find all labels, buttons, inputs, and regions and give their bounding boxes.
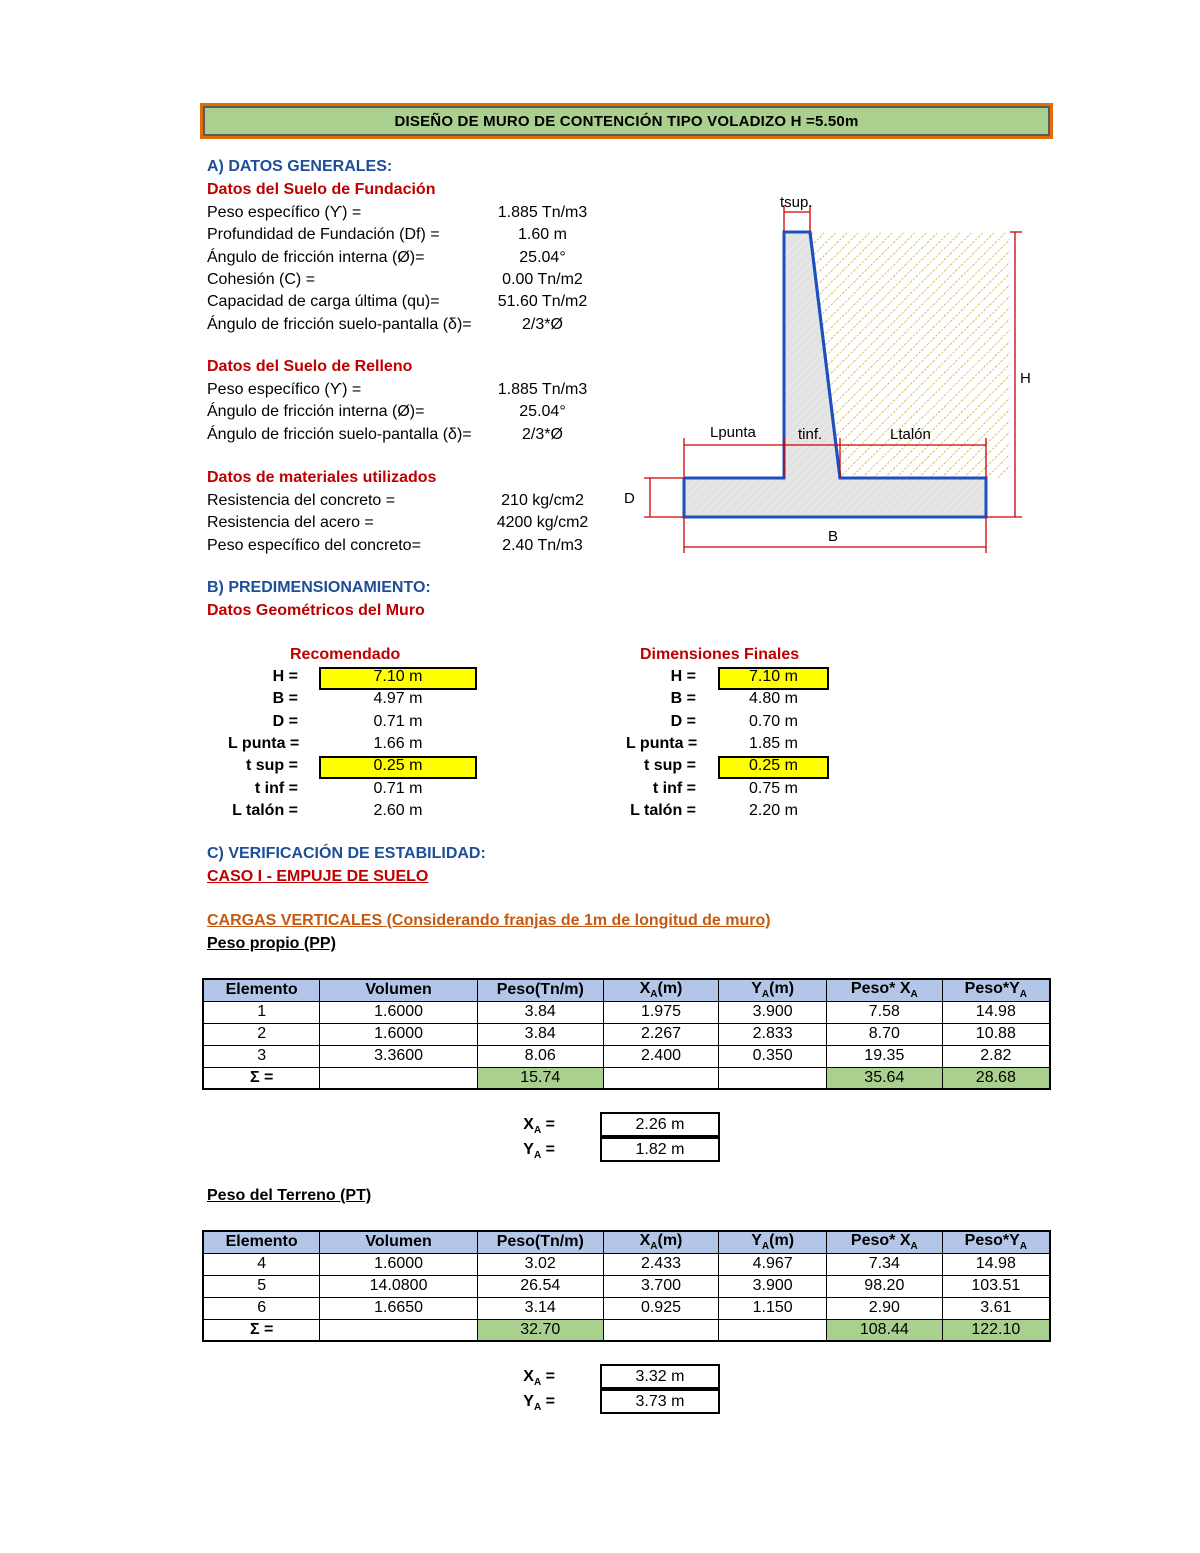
table-sum-cell [719,1319,827,1341]
dim-label-h: H [1020,370,1031,387]
table-sum-cell [603,1319,719,1341]
dim-label: D = [272,712,298,730]
pp-ya-value: 1.82 m [600,1137,720,1162]
data-label: Ángulo de fricción interna (Ø)= [207,248,425,266]
table-cell: 8.70 [827,1023,943,1045]
table-cell: 1.6000 [320,1253,478,1275]
table-cell: 2.90 [826,1297,942,1319]
table-cell: 3 [203,1045,320,1067]
data-label: Ángulo de fricción suelo-pantalla (δ)= [207,425,472,443]
table-cell: 3.14 [477,1297,603,1319]
dim-label: H = [670,668,696,685]
table-cell: 2.267 [603,1023,719,1045]
table-cell: 1.6000 [320,1001,478,1023]
dim-label-b: B [828,528,839,545]
dim-value: 7.10 m [749,668,798,685]
table-cell: 3.3600 [320,1045,478,1067]
table-header-cell: $X_A(m)$ [603,1231,719,1253]
table-sum-row [203,1319,1050,1341]
dim-value: 1.66 m [373,734,423,752]
pt-heading: Peso del Terreno (PT) [207,1187,372,1204]
table-row [203,1023,1050,1045]
dim-value: 4.97 m [373,690,423,708]
relleno-heading: Datos del Suelo de Relleno [207,358,413,375]
table-row [203,1253,1050,1275]
pp-table [202,978,1051,1090]
table-cell: 7.34 [826,1253,942,1275]
table-sum-cell: 28.68 [942,1067,1050,1089]
table-sum-cell: 108.44 [826,1319,942,1341]
data-label: Capacidad de carga última (qu)= [207,293,440,311]
page-title: DISEÑO DE MURO DE CONTENCIÓN TIPO VOLADIZO H =5.50m [203,106,1050,136]
table-sum-cell: Σ = [203,1319,320,1341]
dim-value: 4.80 m [749,690,798,708]
dim-label: H = [272,668,298,685]
table-cell: 103.51 [942,1275,1050,1297]
table-header-cell: Volumen [320,979,478,1001]
recomendado-heading: Recomendado [290,646,401,663]
data-label: Peso específico (ϒ) = [207,204,362,221]
table-header-cell: Peso(Tn/m) [477,979,603,1001]
dim-label-d: D [624,490,635,507]
table-cell: 2.833 [719,1023,827,1045]
table-sum-cell: 32.70 [477,1319,603,1341]
pt-xa-value: 3.32 m [600,1364,720,1389]
table-header-cell: Volumen [320,1231,478,1253]
data-value: 4200 kg/cm2 [496,514,589,532]
dim-label-ltalon: Ltalón [890,426,931,443]
dim-label-lpunta: Lpunta [710,424,756,441]
data-label: Profundidad de Fundación (Df) = [207,226,440,244]
table-cell: 14.0800 [320,1275,478,1297]
table-header-row [203,979,1050,1001]
table-row [203,1045,1050,1067]
table-cell: 0.925 [603,1297,719,1319]
data-value: 210 kg/cm2 [501,492,584,509]
table-sum-cell: Σ = [203,1067,320,1089]
finales-heading: Dimensiones Finales [640,646,800,663]
pp-ya-label: $Y_A$ = [523,1141,555,1162]
table-cell: 98.20 [826,1275,942,1297]
title-banner [200,103,1053,139]
table-cell: 3.84 [477,1023,603,1045]
table-cell: 2 [203,1023,320,1045]
table-cell: 4 [203,1253,320,1275]
table-header-cell: Peso* $X_A$ [826,1231,942,1253]
dim-label: L punta = [228,734,300,752]
table-header-cell: $Y_A(m)$ [719,1231,827,1253]
data-value: 1.885 Tn/m3 [497,204,588,221]
table-header-cell: $Y_A(m)$ [719,979,827,1001]
table-cell: 1.6000 [320,1023,478,1045]
materiales-heading: Datos de materiales utilizados [207,469,437,486]
table-cell: 10.88 [942,1023,1050,1045]
dim-value: 0.25 m [373,757,423,775]
geometricos-heading: Datos Geométricos del Muro [207,602,425,619]
table-header-cell: Peso* $X_A$ [827,979,943,1001]
data-label: Ángulo de fricción suelo-pantalla (δ)= [207,315,472,333]
data-value: 1.60 m [518,226,567,244]
table-cell: 0.350 [719,1045,827,1067]
dim-value: 1.85 m [749,734,798,752]
data-value: 51.60 Tn/m2 [497,293,588,311]
dim-label: t inf = [254,779,298,797]
table-header-cell: $Peso*Y_A$ [942,1231,1050,1253]
table-sum-cell [320,1067,478,1089]
table-cell: 3.84 [477,1001,603,1023]
table-row [203,1001,1050,1023]
wall-diagram [600,185,1060,560]
section-c-heading: C) VERIFICACIÓN DE ESTABILIDAD: [207,845,486,862]
dim-value: 2.20 m [749,801,798,819]
table-cell: 1 [203,1001,320,1023]
table-cell: 1.975 [603,1001,719,1023]
dim-label-tsup: tsup. [780,194,813,211]
wall-footing [684,478,986,517]
table-cell: 2.400 [603,1045,719,1067]
dim-value: 0.71 m [373,712,423,730]
data-value: 0.00 Tn/m2 [502,270,583,288]
table-header-cell: $Peso*Y_A$ [942,979,1050,1001]
table-cell: 3.61 [942,1297,1050,1319]
pt-xa-label: $X_A$ = [523,1368,555,1389]
dim-value: 0.75 m [749,779,798,797]
dim-label: L talón = [630,801,696,819]
table-header-cell: $X_A(m)$ [603,979,719,1001]
table-header-row [203,1231,1050,1253]
section-a-heading: A) DATOS GENERALES: [207,158,393,175]
data-value: 25.04° [519,248,566,266]
pt-ya-value: 3.73 m [600,1389,720,1414]
data-label: Cohesión (C) = [207,270,316,288]
table-header-cell: Elemento [203,1231,320,1253]
dim-value: 0.70 m [749,712,798,730]
data-value: 2/3*Ø [522,425,563,443]
table-sum-cell [719,1067,827,1089]
pp-heading: Peso propio (PP) [207,935,336,952]
pt-ya-label: $Y_A$ = [523,1393,555,1414]
dim-value: 7.10 m [373,668,423,685]
table-cell: 3.900 [719,1001,827,1023]
table-cell: 5 [203,1275,320,1297]
data-label: Peso específico (ϒ) = [207,381,362,398]
data-value: 25.04° [519,403,566,421]
table-sum-cell [603,1067,719,1089]
table-cell: 7.58 [827,1001,943,1023]
fundacion-heading: Datos del Suelo de Fundación [207,181,436,198]
cargas-heading: CARGAS VERTICALES (Considerando franjas de 1m de longitud de muro) [207,912,771,929]
data-value: 2.40 Tn/m3 [502,536,583,554]
table-cell: 6 [203,1297,320,1319]
table-cell: 14.98 [942,1001,1050,1023]
table-sum-row [203,1067,1050,1089]
dim-label: t sup = [643,757,696,775]
data-label: Resistencia del concreto = [207,492,396,509]
dim-label: L punta = [626,734,698,752]
table-row [203,1297,1050,1319]
pp-xa-value: 2.26 m [600,1112,720,1137]
table-header-cell: Elemento [203,979,320,1001]
dim-label: t inf = [652,779,696,797]
table-sum-cell: 15.74 [477,1067,603,1089]
data-value: 1.885 Tn/m3 [497,381,588,398]
caso-heading: CASO I - EMPUJE DE SUELO [207,868,429,885]
table-cell: 2.82 [942,1045,1050,1067]
data-value: 2/3*Ø [522,315,563,333]
table-cell: 8.06 [477,1045,603,1067]
table-cell: 3.900 [719,1275,827,1297]
dim-label: B = [670,690,696,708]
pp-xa-label: $X_A$ = [523,1116,555,1137]
dim-value: 0.71 m [373,779,423,797]
dim-value: 0.25 m [749,757,798,775]
table-row [203,1275,1050,1297]
dim-label-tinf: tinf. [798,426,823,443]
table-header-cell: Peso(Tn/m) [477,1231,603,1253]
table-cell: 26.54 [477,1275,603,1297]
table-cell: 2.433 [603,1253,719,1275]
dim-value: 2.60 m [373,801,423,819]
dim-label: D = [670,712,696,730]
data-label: Ángulo de fricción interna (Ø)= [207,403,425,421]
table-cell: 19.35 [827,1045,943,1067]
section-b-heading: B) PREDIMENSIONAMIENTO: [207,579,431,596]
dim-label: L talón = [232,801,298,819]
pt-table [202,1230,1051,1342]
table-cell: 3.700 [603,1275,719,1297]
table-sum-cell: 35.64 [827,1067,943,1089]
table-cell: 1.6650 [320,1297,478,1319]
table-cell: 14.98 [942,1253,1050,1275]
table-sum-cell: 122.10 [942,1319,1050,1341]
data-label: Resistencia del acero = [207,514,374,532]
data-label: Peso específico del concreto= [207,536,421,554]
dim-label: B = [272,690,298,708]
table-cell: 3.02 [477,1253,603,1275]
table-cell: 1.150 [719,1297,827,1319]
table-sum-cell [320,1319,478,1341]
table-cell: 4.967 [719,1253,827,1275]
dim-label: t sup = [245,757,298,775]
